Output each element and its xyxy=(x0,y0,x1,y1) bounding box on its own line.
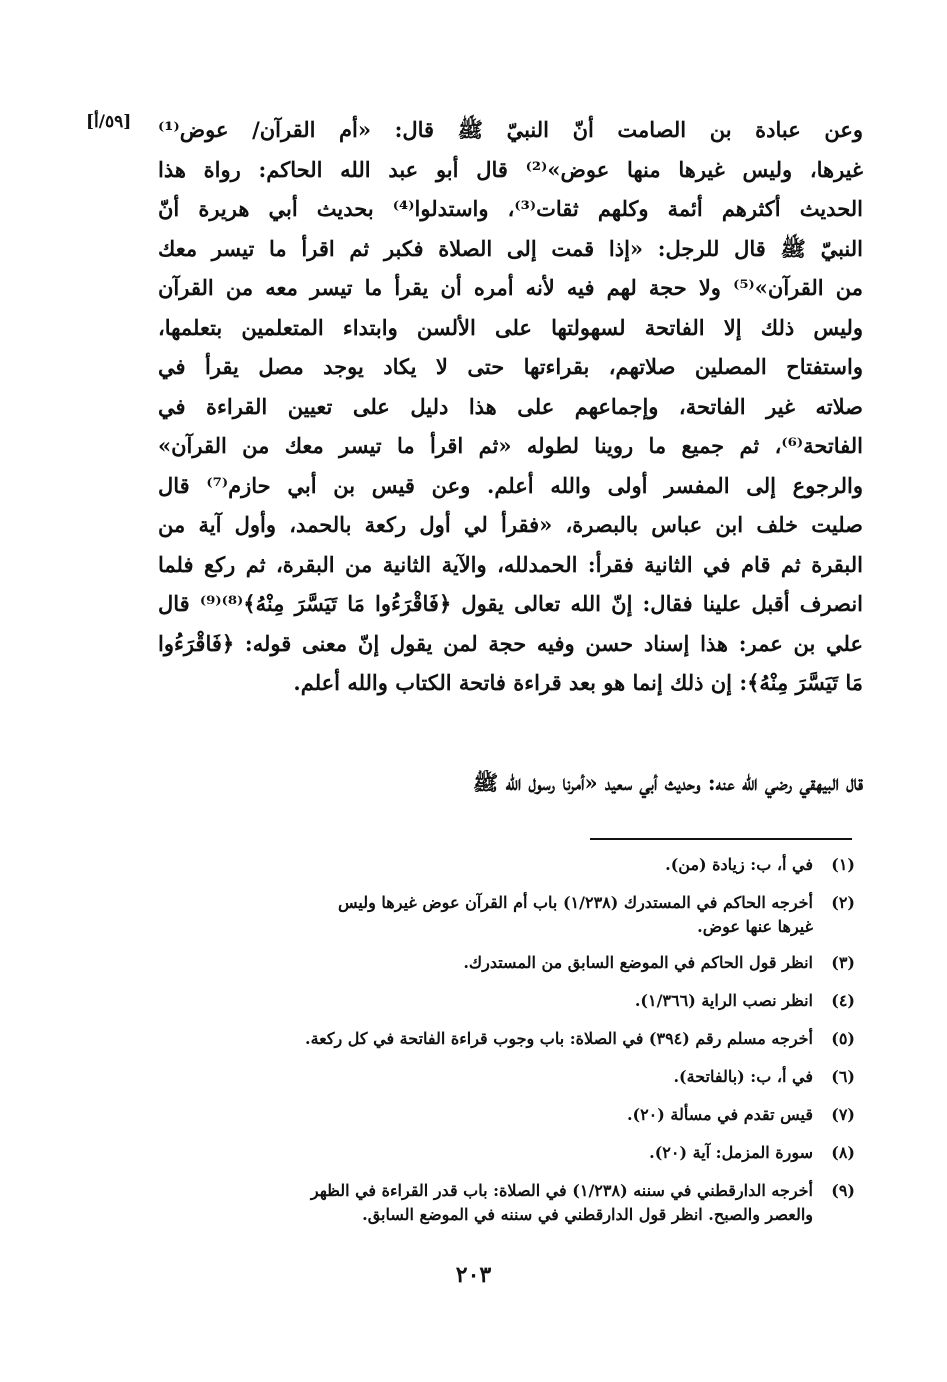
footnote-item xyxy=(160,1141,855,1165)
footnote-line: أخرجه الدارقطني في سننه (١/٢٣٨) في الصلاة: باب قدر القراءة في الظهر xyxy=(310,1181,813,1200)
text-line: وليس ذلك إلا الفاتحة لسهولتها على الألسن وابتداء المتعلمين بتعلمها، xyxy=(158,314,863,340)
footnote-line: سورة المزمل: آية (٢٠). xyxy=(649,1143,813,1162)
footnote-number: (١) xyxy=(831,855,855,874)
footnote-line: غيرها عنها عوض. xyxy=(697,917,813,936)
text-line: الفاتحة⁽⁶⁾، ثم جميع ما روينا لطوله «ثم اقرأ ما تيسر معك من القرآن» xyxy=(158,433,863,458)
text-line: انصرف أقبل علينا فقال: إنّ الله تعالى يقول ﴿فَاقْرَءُوا مَا تَيَسَّرَ مِنْهُ﴾⁽⁸⁾⁽⁹⁾ قال xyxy=(158,591,863,616)
text-line: وعن عبادة بن الصامت أنّ النبيّ ﷺ قال: «أم القرآن/ عوض⁽¹⁾ xyxy=(158,117,863,142)
footnote-line: في أ، ب: زيادة (من). xyxy=(665,855,813,874)
text-line: الحديث أكثرهم أئمة وكلهم ثقات⁽³⁾، واستدلوا⁽⁴⁾ بحديث أبي هريرة أنّ xyxy=(158,196,863,221)
footnote-line: قيس تقدم في مسألة (٢٠). xyxy=(626,1105,813,1124)
footnote-item xyxy=(160,1179,855,1227)
footnote-number: (٦) xyxy=(831,1067,855,1086)
text-line: النبيّ ﷺ قال للرجل: «إذا قمت إلى الصلاة فكبر ثم اقرأ ما تيسر معك xyxy=(158,235,863,261)
text-line: صليت خلف ابن عباس بالبصرة، «فقرأ لي أول ركعة بالحمد، وأول آية من xyxy=(158,512,863,537)
footnote-item xyxy=(160,989,855,1013)
footnote-line: أخرجه مسلم رقم (٣٩٤) في الصلاة: باب وجوب قراءة الفاتحة في كل ركعة. xyxy=(305,1029,813,1048)
text-line: والرجوع إلى المفسر أولى والله أعلم. وعن قيس بن أبي حازم⁽⁷⁾ قال xyxy=(158,472,863,498)
footnote-text xyxy=(160,1065,813,1089)
footnote-text xyxy=(160,853,813,877)
footnotes-section xyxy=(160,853,855,1241)
footnote-text xyxy=(160,989,813,1013)
folio-margin-note: [٥٩/أ] xyxy=(86,112,132,132)
text-line: واستفتاح المصلين صلاتهم، بقراءتها حتى لا يكاد يوجد مصل يقرأ في xyxy=(158,354,863,379)
text-line: علي بن عمر: هذا إسناد حسن وفيه حجة لمن يقول إنّ معنى قوله: ﴿فَاقْرَءُوا xyxy=(158,630,863,656)
footnote-number: (٢) xyxy=(831,893,855,912)
text-line: غيرها، وليس غيرها منها عوض»⁽²⁾ قال أبو عبد الله الحاكم: رواة هذا xyxy=(158,156,863,182)
footnote-text xyxy=(160,891,813,939)
footnote-separator xyxy=(590,838,852,840)
footnote-item xyxy=(160,1103,855,1127)
footnote-item xyxy=(160,1065,855,1089)
footnote-item xyxy=(160,951,855,975)
page-number: ٢٠٣ xyxy=(455,1262,492,1288)
footnote-text xyxy=(160,951,813,975)
text-line: مَا تَيَسَّرَ مِنْهُ﴾: إن ذلك إنما هو بعد قراءة فاتحة الكتاب والله أعلم. xyxy=(293,670,863,695)
text-line: صلاته غير الفاتحة، وإجماعهم على هذا دليل على تعيين القراءة في xyxy=(158,393,863,419)
footnote-line: انظر قول الحاكم في الموضع السابق من المستدرك. xyxy=(463,953,813,972)
footnote-text xyxy=(160,1179,813,1227)
main-paragraph xyxy=(158,110,863,703)
footnote-line: والعصر والصبح. انظر قول الدارقطني في سننه في الموضع السابق. xyxy=(362,1205,813,1224)
footnote-line: أخرجه الحاكم في المستدرك (١/٢٣٨) باب أم القرآن عوض غيرها وليس xyxy=(338,893,813,912)
footnote-text xyxy=(160,1103,813,1127)
footnote-text xyxy=(160,1027,813,1051)
footnote-number: (٥) xyxy=(831,1029,855,1048)
footnote-item xyxy=(160,853,855,877)
footnote-number: (٩) xyxy=(831,1181,855,1200)
second-paragraph: قال البيهقي رضي الله عنه: وحديث أبي سعيد «أمرنا رسول الله ﷺ xyxy=(472,770,863,795)
text-line: البقرة ثم قام في الثانية فقرأ: الحمدلله، والآية الثانية من البقرة، ثم ركع فلما xyxy=(158,551,863,577)
footnote-line: في أ، ب: (بالفاتحة). xyxy=(673,1067,813,1086)
footnote-number: (٤) xyxy=(831,991,855,1010)
footnote-number: (٣) xyxy=(831,953,855,972)
footnote-number: (٧) xyxy=(831,1105,855,1124)
footnote-item xyxy=(160,1027,855,1051)
footnote-item xyxy=(160,891,855,939)
text-line: من القرآن»⁽⁵⁾ ولا حجة لهم فيه لأنه أمره أن يقرأ ما تيسر معه من القرآن xyxy=(158,275,863,300)
footnote-line: انظر نصب الراية (١/٣٦٦). xyxy=(634,991,813,1010)
footnote-number: (٨) xyxy=(831,1143,855,1162)
footnote-text xyxy=(160,1141,813,1165)
